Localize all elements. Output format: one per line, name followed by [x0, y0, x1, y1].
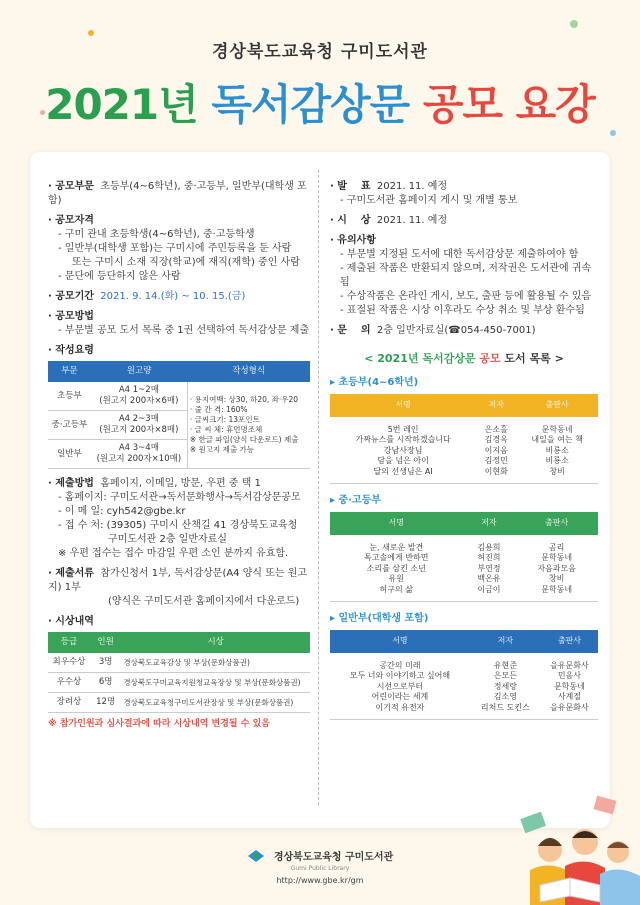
section-inquiry — [330, 324, 598, 338]
prize-cell: 경상북도교육감상 및 부상(문화상품권) — [121, 653, 310, 673]
table-header: 인원 — [90, 632, 121, 653]
table-row — [330, 703, 598, 720]
book-author-cell: 은모든 — [493, 671, 517, 680]
table-row — [330, 653, 598, 672]
book-title-cell: 5번 레인 — [387, 424, 419, 434]
table-header: 서명 — [330, 512, 463, 535]
format-cell — [187, 382, 310, 469]
book-title-cell: 시선으로부터 — [376, 681, 424, 691]
book-publisher-cell: 을유문화사 — [541, 703, 598, 720]
table-row — [330, 417, 598, 436]
table-header: 저자 — [463, 512, 516, 535]
section-method — [48, 310, 310, 338]
book-author-cell: 리처드 도킨스 — [470, 703, 541, 720]
table-row — [330, 692, 598, 703]
book-publisher-cell: 비룡소 — [545, 445, 569, 455]
book-title-cell: 담을 넘은 아이 — [377, 456, 429, 465]
book-publisher-cell: 창비 — [548, 574, 565, 583]
book-title-cell: 달의 선생님은 AI — [330, 467, 476, 484]
table-header: 시상 — [121, 632, 310, 653]
book-publisher-cell: 문학동네 — [515, 585, 598, 602]
book-publisher-cell: 문학동네 — [541, 553, 573, 562]
format-line: ※ 한글 파일(양식 다운로드) 제출 — [189, 435, 299, 444]
book-title-cell: 유원 — [388, 574, 405, 583]
submission-text: 홈페이지, 이메일, 방문, 우편 중 택 1 — [100, 478, 261, 489]
prize-cell: 경상북도구미교육지원청교육장상 및 부상(문화상품권) — [121, 673, 310, 693]
submission-item: - 접 수 처: (39305) 구미시 산책길 41 경상북도교육청 — [58, 520, 298, 531]
book-publisher-cell: 문학동네 — [541, 424, 573, 434]
division-text: 초등부(4~6학년), 중·고등부, 일반부(대학생 포함) — [48, 181, 307, 206]
book-author-cell: 김소영 — [493, 692, 517, 701]
book-author-cell: 유현준 — [493, 660, 517, 670]
booklist-groups — [330, 376, 598, 720]
table-header: 작성형식 — [187, 361, 310, 382]
section-notes — [330, 234, 598, 318]
title-sub: 공모 요강 — [422, 80, 595, 129]
prize-cell: 경상북도교육청구미도서관장상 및 부상(문화상품권) — [121, 693, 310, 713]
table-row — [330, 456, 598, 467]
reading-kids-illustration — [500, 790, 640, 905]
submission-item: ※ 우편 접수는 접수 마감일 우편 소인 분까지 유효함. — [58, 548, 289, 559]
qualification-item: 또는 구미시 소재 직장(학교)에 재직(재학) 중인 사람 — [72, 257, 300, 268]
book-title-cell: 소리를 삼킨 소년 — [366, 563, 426, 573]
note-item: - 부문별 지정된 도서에 대한 독서감상문 제출하여야 함 — [340, 249, 579, 260]
note-item: - 제출된 작품은 반환되지 않으며, 저작권은 도서관에 귀속됨 — [340, 263, 592, 288]
table-header: 부문 — [48, 361, 91, 382]
table-row — [330, 574, 598, 585]
table-header: 저자 — [470, 630, 541, 653]
booklist-group-title: ▸ 초등부(4~6학년) — [330, 376, 598, 390]
table-row — [330, 553, 598, 564]
book-author-cell: 은소홀 — [484, 424, 508, 434]
amount-cell — [91, 411, 188, 440]
book-author-cell: 김정민 — [484, 456, 508, 465]
book-title-cell: 공간의 미래 — [379, 660, 421, 670]
amount-line: (원고지 200자×10매) — [96, 454, 182, 464]
book-author-cell: 정세랑 — [493, 681, 517, 691]
booklist-head-pre: < 2021년 독서감상문 — [364, 352, 476, 365]
table-header: 출판사 — [516, 394, 598, 417]
note-item: - 표절된 작품은 시상 이후라도 수상 취소 및 부상 환수됨 — [340, 305, 585, 316]
title-year: 2021년 — [45, 80, 198, 129]
book-title-cell: 허구의 삶 — [330, 585, 463, 602]
book-publisher-cell: 비룡소 — [545, 456, 569, 465]
library-logo-icon — [247, 849, 265, 863]
booklist-group-title: ▸ 중·고등부 — [330, 494, 598, 508]
format-line: · 용지여백: 상30, 하20, 좌·우20 — [189, 395, 299, 404]
format-line: · 글 씨 체: 휴먼명조체 — [189, 425, 263, 434]
book-author-cell: 김용희 — [477, 542, 501, 552]
section-awards — [48, 615, 310, 731]
qualification-title: · 공모자격 — [48, 214, 310, 228]
section-qualification — [48, 214, 310, 284]
count-cell: 12명 — [90, 693, 121, 713]
footer-url[interactable]: http://www.gbe.kr/gm — [276, 876, 364, 885]
documents-text2: (양식은 구미도서관 홈페이지에서 다운로드) — [108, 596, 300, 607]
booklist-table — [330, 394, 598, 484]
book-title-cell: 가짜뉴스를 시작하겠습니다 — [355, 435, 451, 444]
table-row — [330, 585, 598, 602]
table-row — [330, 535, 598, 554]
submission-item: - 홈페이지: 구미도서관→독서문화행사→독서감상문공모 — [58, 492, 301, 503]
booklist-head-post: 도서 목록 > — [504, 352, 564, 365]
table-row — [48, 653, 310, 673]
method-text: - 부문별 공모 도서 목록 중 1권 선택하여 독서감상문 제출 — [58, 325, 310, 336]
division-cell: 초등부 — [48, 382, 91, 411]
table-header: 서명 — [330, 630, 470, 653]
division-cell: 일반부 — [48, 440, 91, 469]
format-line: · 글씨크기: 13포인트 — [189, 415, 260, 424]
book-publisher-cell: 사계절 — [557, 692, 581, 701]
book-title-cell: 독고솔에게 반하면 — [364, 553, 429, 562]
announce-sub: - 구미도서관 홈페이지 게시 및 개별 통보 — [340, 195, 518, 206]
award-date-text: 2021. 11. 예정 — [376, 215, 448, 226]
book-title-cell: 모두 너와 이야기하고 싶어해 — [349, 671, 451, 680]
table-row — [330, 564, 598, 575]
book-title-cell: 눈, 새로운 발견 — [369, 542, 424, 552]
amount-line: (원고지 200자×8매) — [99, 425, 179, 435]
format-line: · 줄 간 격: 160% — [189, 405, 248, 414]
amount-cell — [91, 440, 188, 469]
table-header: 등급 — [48, 632, 90, 653]
amount-line: A4 3~4매 — [118, 443, 159, 453]
book-author-cell: 허진희 — [477, 553, 501, 562]
documents-title: · 제출서류 — [48, 568, 94, 579]
award-date-title: · 시 상 — [330, 215, 371, 226]
booklist-group-title: ▸ 일반부(대학생 포함) — [330, 612, 598, 626]
amount-cell — [91, 382, 188, 411]
submission-item: 구미도서관 2층 일반자료실 — [108, 534, 227, 545]
section-documents — [48, 567, 310, 609]
note-item: - 수상작품은 온라인 게시, 보도, 출판 등에 활용될 수 있음 — [340, 291, 592, 302]
book-publisher-cell: 창비 — [516, 467, 598, 484]
table-row — [330, 467, 598, 484]
table-header: 원고량 — [91, 361, 188, 382]
qualification-item: - 일반부(대학생 포함)는 구미시에 주민등록을 둔 사람 — [58, 243, 292, 254]
book-title-cell: 어린이라는 세계 — [371, 692, 429, 701]
book-publisher-cell: 곰리 — [548, 542, 565, 552]
book-publisher-cell: 자음과모음 — [537, 563, 576, 573]
table-row — [330, 682, 598, 693]
book-author-cell: 김경옥 — [484, 435, 508, 444]
book-title-cell: 강남사장님 — [383, 445, 423, 455]
submission-title: · 제출방법 — [48, 478, 94, 489]
booklist-heading — [330, 352, 598, 366]
section-period — [48, 290, 310, 304]
book-publisher-cell: 민음사 — [557, 671, 581, 680]
writing-title: · 작성요령 — [48, 344, 310, 358]
page-title — [0, 72, 640, 132]
amount-line: (원고지 200자×6매) — [99, 396, 179, 406]
table-row — [48, 382, 310, 411]
count-cell: 3명 — [90, 653, 121, 673]
table-row — [48, 693, 310, 713]
header — [0, 0, 640, 150]
book-author-cell: 이금이 — [463, 585, 516, 602]
table-header: 저자 — [476, 394, 516, 417]
grade-cell: 장려상 — [48, 693, 90, 713]
awards-table — [48, 632, 310, 713]
footer-org: 경상북도교육청 구미도서관 — [273, 852, 394, 863]
awards-note: ※ 참가인원과 심사결과에 따라 시상내역 변경될 수 있음 — [48, 719, 270, 729]
footer-en: Gumi Public Library — [290, 865, 350, 872]
method-title: · 공모방법 — [48, 310, 310, 324]
right-column — [330, 180, 598, 730]
header-org: 경상북도교육청 구미도서관 — [212, 42, 428, 62]
section-award-date — [330, 214, 598, 228]
table-header: 출판사 — [515, 512, 598, 535]
column-divider — [318, 170, 319, 805]
table-header: 서명 — [330, 394, 476, 417]
book-publisher-cell: 내일을 여는 책 — [531, 435, 583, 444]
book-publisher-cell: 문학동네 — [553, 681, 585, 691]
amount-line: A4 1~2매 — [118, 385, 159, 395]
section-submission — [48, 477, 310, 561]
count-cell: 6명 — [90, 673, 121, 693]
format-line: ※ 원고지 제출 가능 — [189, 445, 255, 454]
qualification-item: - 구미 관내 초등학생(4~6학년), 중·고등학생 — [58, 229, 255, 240]
division-title: · 공모부문 — [48, 181, 94, 192]
booklist-table — [330, 512, 598, 602]
table-header: 출판사 — [541, 630, 598, 653]
title-main: 독서감상문 — [211, 80, 410, 129]
section-announce — [330, 180, 598, 208]
qualification-item: - 문단에 등단하지 않은 사람 — [58, 271, 181, 282]
table-row — [48, 673, 310, 693]
book-author-cell: 이지음 — [484, 445, 508, 455]
writing-table — [48, 361, 310, 469]
submission-item: - 이 메 일: cyh542@gbe.kr — [58, 506, 186, 517]
documents-text: 참가신청서 1부, 독서감상문(A4 양식 또는 원고지) 1부 — [48, 568, 308, 593]
booklist-head-mid: 공모 — [479, 352, 501, 365]
book-author-cell: 이현화 — [476, 467, 516, 484]
division-cell: 중·고등부 — [48, 411, 91, 440]
book-title-cell: 이기적 유전자 — [330, 703, 470, 720]
inquiry-text: 2층 일반자료실(☎054-450-7001) — [376, 325, 536, 336]
announce-title: · 발 표 — [330, 181, 371, 192]
section-writing — [48, 344, 310, 469]
book-author-cell: 백온유 — [477, 574, 501, 583]
book-author-cell: 부연정 — [477, 563, 501, 573]
amount-line: A4 2~3매 — [118, 414, 159, 424]
table-row — [330, 671, 598, 682]
booklist-table — [330, 630, 598, 720]
book-publisher-cell: 을유문화사 — [550, 660, 589, 670]
notes-title: · 유의사항 — [330, 234, 598, 248]
table-row — [330, 446, 598, 457]
left-column — [48, 180, 310, 737]
grade-cell: 우수상 — [48, 673, 90, 693]
grade-cell: 최우수상 — [48, 653, 90, 673]
section-division — [48, 180, 310, 208]
period-text: 2021. 9. 14.(화) ~ 10. 15.(금) — [100, 291, 246, 302]
inquiry-title: · 문 의 — [330, 325, 371, 336]
awards-title: · 시상내역 — [48, 615, 310, 629]
period-title: · 공모기간 — [48, 291, 94, 302]
table-row — [330, 435, 598, 446]
announce-text: 2021. 11. 예정 — [376, 181, 448, 192]
